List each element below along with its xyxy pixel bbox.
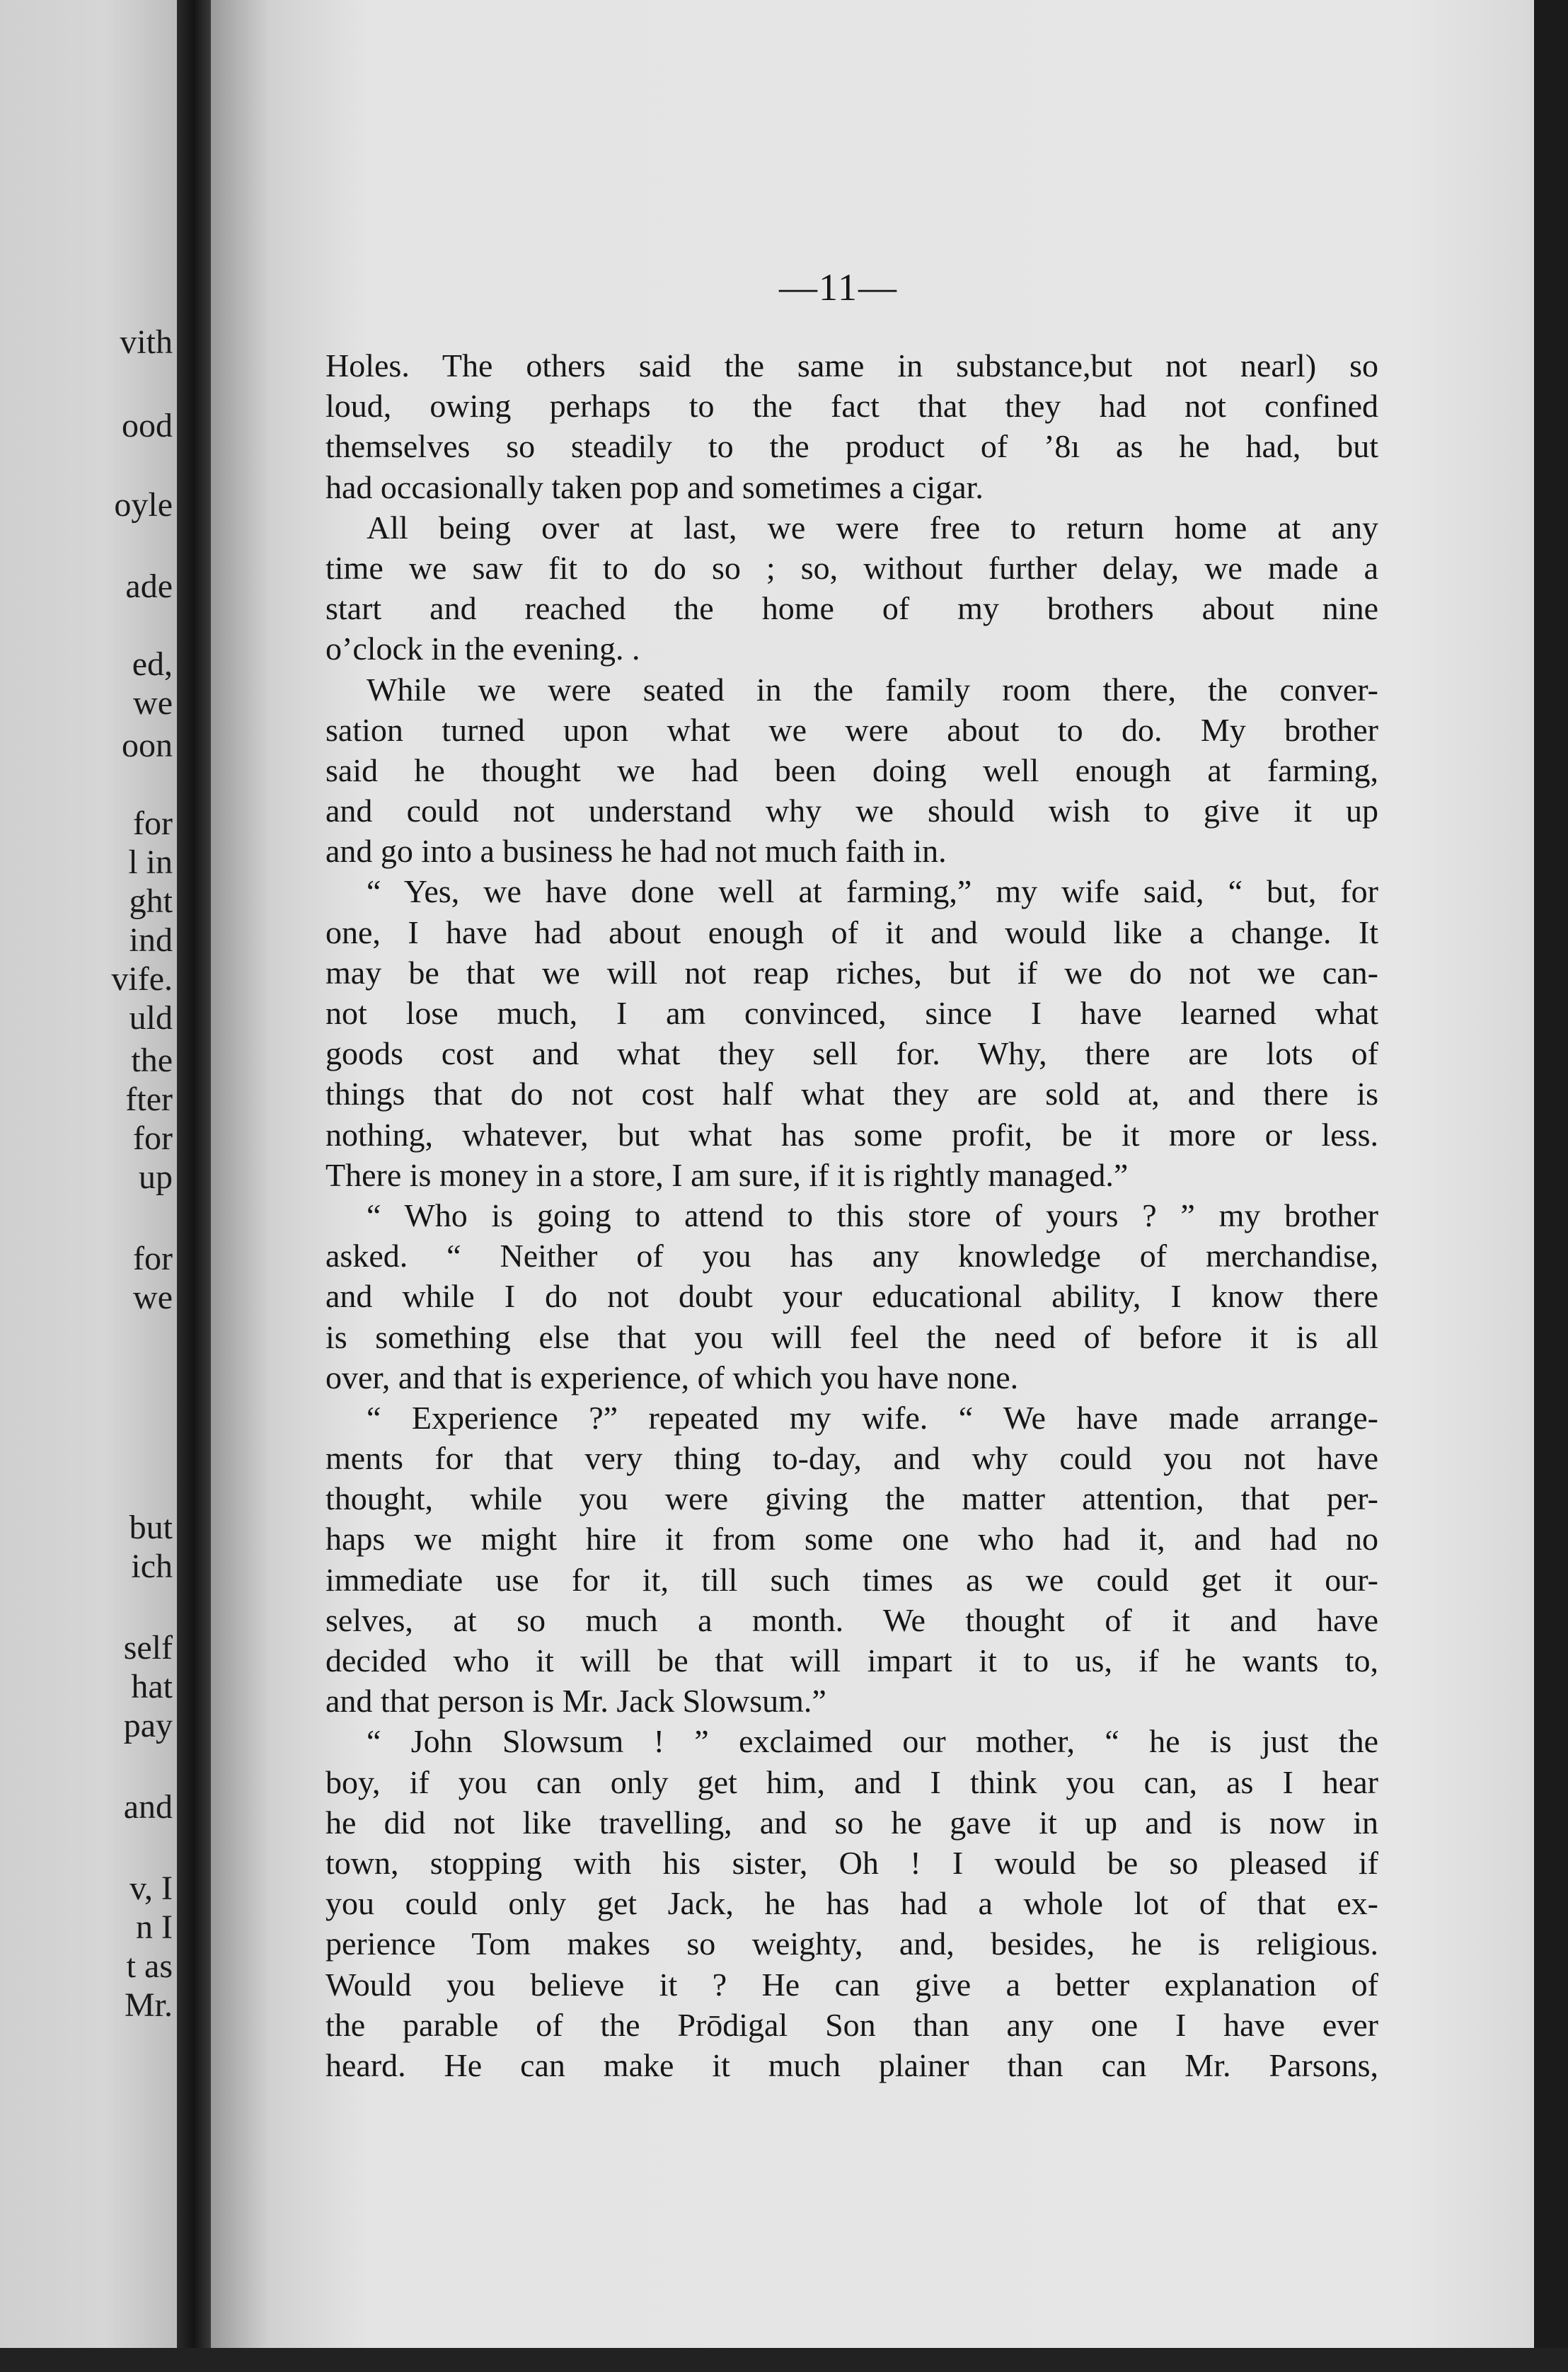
text-line: While we were seated in the family room there, the conver- (367, 671, 1378, 708)
facing-page-word-fragment: for (133, 1119, 173, 1157)
gutter-shadow (211, 0, 267, 2372)
facing-page-word-fragment: up (139, 1158, 173, 1196)
facing-page-word-fragment: ood (122, 407, 173, 444)
text-line: Holes. The others said the same in substance,but not nearl) so (325, 347, 1378, 384)
text-line: perience Tom makes so weighty, and, besides, he is religious. (325, 1925, 1378, 1962)
facing-page-word-fragment: fter (125, 1081, 173, 1118)
text-line: one, I have had about enough of it and would like a change. It (325, 914, 1378, 950)
facing-page-word-fragment: ght (129, 882, 173, 920)
facing-page-word-fragment: t as (126, 1947, 173, 1985)
facing-page-word-fragment: oon (122, 727, 173, 764)
text-line: and while I do not doubt your educational ability, I know there (325, 1278, 1378, 1315)
text-line: haps we might hire it from some one who had it, and had no (325, 1521, 1378, 1558)
text-line: goods cost and what they sell for. Why, there are lots of (325, 1035, 1378, 1072)
text-line: decided who it will be that will impart it to us, if he wants to, (325, 1642, 1378, 1679)
scan-right-edge (1534, 0, 1568, 2372)
facing-page-word-fragment: ed, (132, 645, 173, 683)
facing-page-word-fragment: for (133, 805, 173, 842)
text-line: over, and that is experience, of which you have none. (325, 1359, 1019, 1395)
text-line: boy, if you can only get him, and I think you can, as I hear (325, 1763, 1378, 1800)
text-line: immediate use for it, till such times as we could get it our- (325, 1561, 1378, 1598)
scan-bottom-edge (0, 2348, 1568, 2372)
text-line: “ Who is going to attend to this store of yours ? ” my brother (367, 1197, 1378, 1233)
body-text (325, 345, 1378, 2085)
facing-page-word-fragment: vife. (111, 960, 173, 998)
text-line: “ Experience ?” repeated my wife. “ We have made arrange- (367, 1399, 1378, 1436)
text-line: There is money in a store, I am sure, if it is rightly managed.” (325, 1156, 1129, 1193)
facing-page-word-fragment: n I (136, 1908, 173, 1946)
text-line: thought, while you were giving the matter attention, that per- (325, 1480, 1378, 1517)
text-line: said he thought we had been doing well enough at farming, (325, 752, 1378, 788)
text-line: heard. He can make it much plainer than can Mr. Parsons, (325, 2046, 1378, 2083)
facing-page-fragment (0, 0, 177, 2372)
facing-page-word-fragment: pay (123, 1707, 173, 1744)
facing-page-word-fragment: v, I (129, 1870, 173, 1907)
facing-page-word-fragment: but (129, 1509, 173, 1546)
text-line: and that person is Mr. Jack Slowsum.” (325, 1683, 826, 1720)
text-line: things that do not cost half what they are sold at, and there is (325, 1076, 1378, 1112)
text-line: asked. “ Neither of you has any knowledge of merchandise, (325, 1238, 1378, 1274)
facing-page-word-fragment: l in (128, 844, 173, 881)
facing-page-word-fragment: we (133, 684, 173, 722)
page-number: —11— (779, 266, 898, 309)
text-line: the parable of the Prōdigal Son than any one I have ever (325, 2006, 1378, 2043)
text-line: Would you believe it ? He can give a better explanation of (325, 1966, 1378, 2003)
text-line: and could not understand why we should wish to give it up (325, 793, 1378, 829)
text-line: ments for that very thing to-day, and why could you not have (325, 1440, 1378, 1477)
text-line: time we saw fit to do so ; so, without further delay, we made a (325, 549, 1378, 586)
facing-page-word-fragment: ade (125, 568, 173, 605)
text-line: had occasionally taken pop and sometimes a cigar. (325, 468, 984, 505)
facing-page-word-fragment: uld (129, 999, 173, 1037)
text-line: is something else that you will feel the need of before it is all (325, 1318, 1378, 1355)
facing-page-word-fragment: ich (131, 1548, 173, 1585)
text-line: sation turned upon what we were about to do. My brother (325, 711, 1378, 748)
facing-page-word-fragment: for (133, 1240, 173, 1277)
facing-page-word-fragment: and (123, 1788, 173, 1826)
facing-page-word-fragment: self (123, 1629, 173, 1666)
facing-page-word-fragment: Mr. (124, 1986, 173, 2024)
book-spine (177, 0, 211, 2372)
text-line: start and reached the home of my brothers about nine (325, 590, 1378, 627)
facing-page-word-fragment: we (133, 1279, 173, 1316)
facing-page-word-fragment: oyle (114, 486, 173, 524)
text-line: All being over at last, we were free to return home at any (367, 509, 1378, 546)
facing-page-word-fragment: ind (129, 921, 173, 959)
text-line: may be that we will not reap riches, but if we do not we can- (325, 954, 1378, 991)
text-line: you could only get Jack, he has had a whole lot of that ex- (325, 1885, 1378, 1922)
facing-page-word-fragment: the (131, 1042, 173, 1079)
text-line: “ Yes, we have done well at farming,” my wife said, “ but, for (367, 873, 1378, 910)
facing-page-word-fragment: vith (120, 323, 173, 361)
text-line: town, stopping with his sister, Oh ! I would be so pleased if (325, 1844, 1378, 1881)
facing-page-word-fragment: hat (131, 1668, 173, 1705)
text-line: themselves so steadily to the product of ’8ı as he had, but (325, 428, 1378, 465)
text-line: selves, at so much a month. We thought of it and have (325, 1601, 1378, 1638)
text-line: nothing, whatever, but what has some profit, be it more or less. (325, 1116, 1378, 1153)
text-line: he did not like travelling, and so he gave it up and is now in (325, 1804, 1378, 1841)
text-line: o’clock in the evening. . (325, 631, 640, 667)
text-line: not lose much, I am convinced, since I have learned what (325, 995, 1378, 1031)
text-line: loud, owing perhaps to the fact that they had not confined (325, 388, 1378, 425)
text-line: “ John Slowsum ! ” exclaimed our mother, “ he is just the (367, 1723, 1378, 1760)
text-line: and go into a business he had not much faith in. (325, 833, 947, 870)
